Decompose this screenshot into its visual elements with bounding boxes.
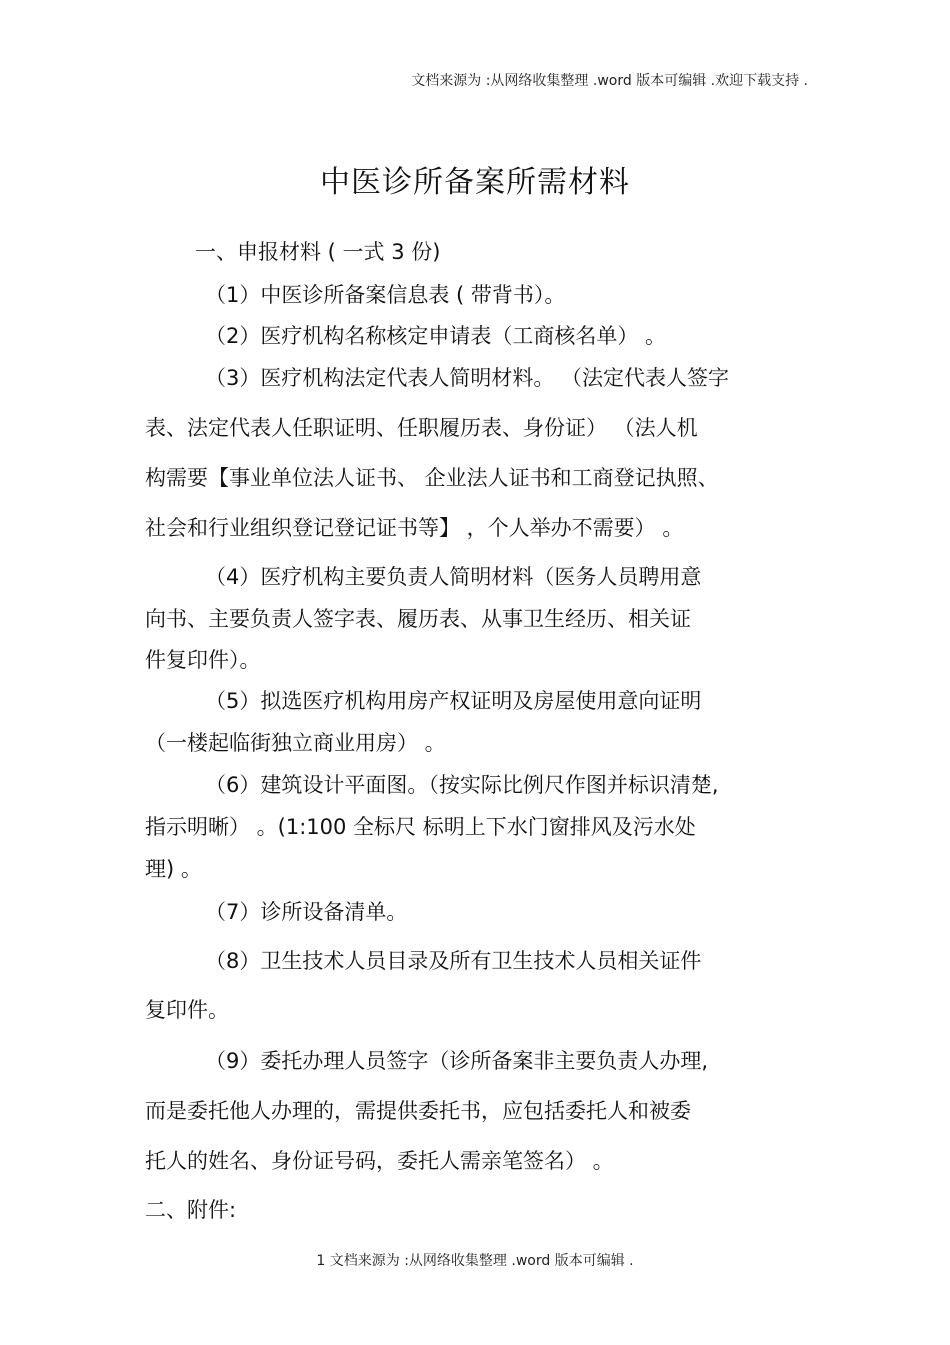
item-8-line-1: （8）卫生技术人员目录及所有卫生技术人员相关证件 (205, 949, 702, 973)
item-6-line-3: 理) 。 (145, 857, 202, 881)
page-header: 文档来源为 :从网络收集整理 .word 版本可编辑 .欢迎下载支持 . (411, 73, 808, 89)
page-footer: 1 文档来源为 :从网络收集整理 .word 版本可编辑 . (316, 1253, 634, 1269)
item-3-line-4: 社会和行业组织登记登记证书等】 ，个人举办不需要） 。 (145, 516, 684, 540)
item-9-line-1: （9）委托办理人员签字（诊所备案非主要负责人办理, (205, 1049, 709, 1073)
item-3-line-2: 表、法定代表人任职证明、任职履历表、身份证） （法人机 (145, 416, 698, 440)
item-9-line-2: 而是委托他人办理的，需提供委托书，应包括委托人和被委 (145, 1099, 691, 1123)
item-6-line-1: （6）建筑设计平面图。（按实际比例尺作图并标识清楚, (205, 773, 719, 797)
document-title: 中医诊所备案所需材料 (320, 165, 630, 200)
item-5-line-1: （5）拟选医疗机构用房产权证明及房屋使用意向证明 (205, 689, 702, 713)
item-7-line-1: （7）诊所设备清单。 (205, 900, 408, 924)
item-9-line-3: 托人的姓名、身份证号码，委托人需亲笔签名） 。 (145, 1149, 614, 1173)
item-4-line-1: （4）医疗机构主要负责人简明材料（医务人员聘用意 (205, 565, 702, 589)
section-heading-materials: 一、申报材料 ( 一式 3 份) (195, 240, 441, 264)
item-5-line-2: （一楼起临街独立商业用房） 。 (145, 731, 446, 755)
item-4-line-3: 件复印件）。 (145, 648, 261, 672)
item-3-line-1: （3）医疗机构法定代表人简明材料。 （法定代表人签字 (205, 366, 730, 390)
item-2-line-1: （2）医疗机构名称核定申请表（工商核名单） 。 (205, 324, 667, 348)
item-6-line-2: 指示明晰） 。(1:100 全标尺 标明上下水门窗排风及污水处 (145, 815, 696, 839)
item-3-line-3: 构需要【事业单位法人证书、 企业法人证书和工商登记执照、 (145, 466, 719, 490)
item-4-line-2: 向书、主要负责人签字表、履历表、从事卫生经历、相关证 (145, 607, 691, 631)
item-1-line-1: （1）中医诊所备案信息表 ( 带背书）。 (205, 283, 566, 307)
item-8-line-2: 复印件。 (145, 998, 229, 1022)
section-heading-attachments: 二、附件: (145, 1198, 237, 1222)
